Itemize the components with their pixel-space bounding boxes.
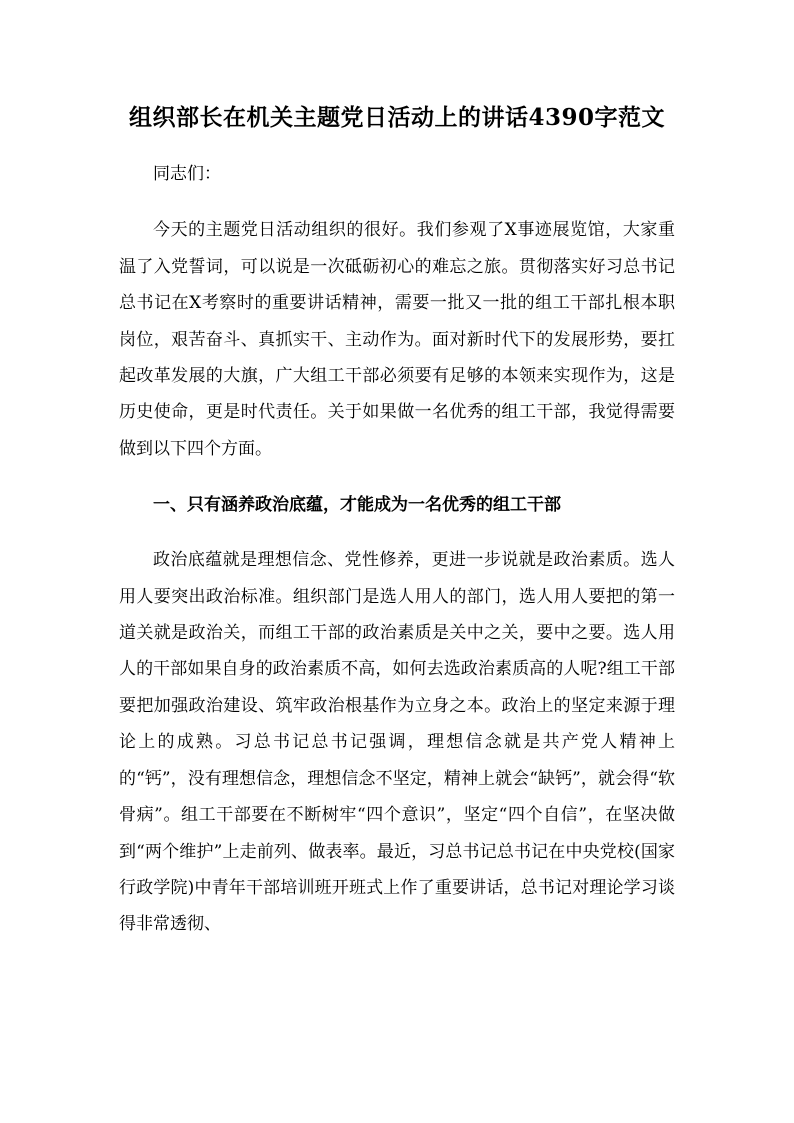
document-title: 组织部长在机关主题党日活动上的讲话4390字范文 — [128, 104, 665, 131]
greeting-line: 同志们： — [153, 164, 221, 184]
body-paragraph-2: 政治底蕴就是理想信念、党性修养，更进一步说就是政治素质。选人用人要突出政治标准。组织部门是选人用人的部门，选人用人要把的第一道关就是政治关，而组工干部的政治素质是关中之关，要中之要。选人用人的干部如果自身的政治素质不高，如何去选政治素质高的人呢?组工干部要把加强政治建设、筑牢政治根基作为立身之本。政治上的坚定来源于理论上的成熟。习总书记总书记强调，理想信念就是共产党人精神上的“钙”，没有理想信念，理想信念不坚定，精神上就会“缺钙”，就会得“软骨病”。组工干部要在不断树牢“四个意识”，坚定“四个自信”，在坚决做到“两个维护”上走前列、做表率。最近，习总书记总书记在中央党校(国家行政学院)中青年干部培训班开班式上作了重要讲话，总书记对理论学习谈得非常透彻、 — [119, 550, 675, 935]
document-page — [119, 100, 675, 943]
section-heading-1: 一、只有涵养政治底蕴，才能成为一名优秀的组工干部 — [153, 495, 561, 516]
body-paragraph-1: 今天的主题党日活动组织的很好。我们参观了X事迹展览馆，大家重温了入党誓词，可以说是一次砥砺初心的难忘之旅。贯彻落实好习总书记总书记在X考察时的重要讲话精神，需要一批又一批的组工干部扎根本职岗位，艰苦奋斗、真抓实干、主动作为。面对新时代下的发展形势，要扛起改革发展的大旗，广大组工干部必须要有足够的本领来实现作为，这是历史使命，更是时代责任。关于如果做一名优秀的组工干部，我觉得需要做到以下四个方面。 — [119, 220, 675, 459]
